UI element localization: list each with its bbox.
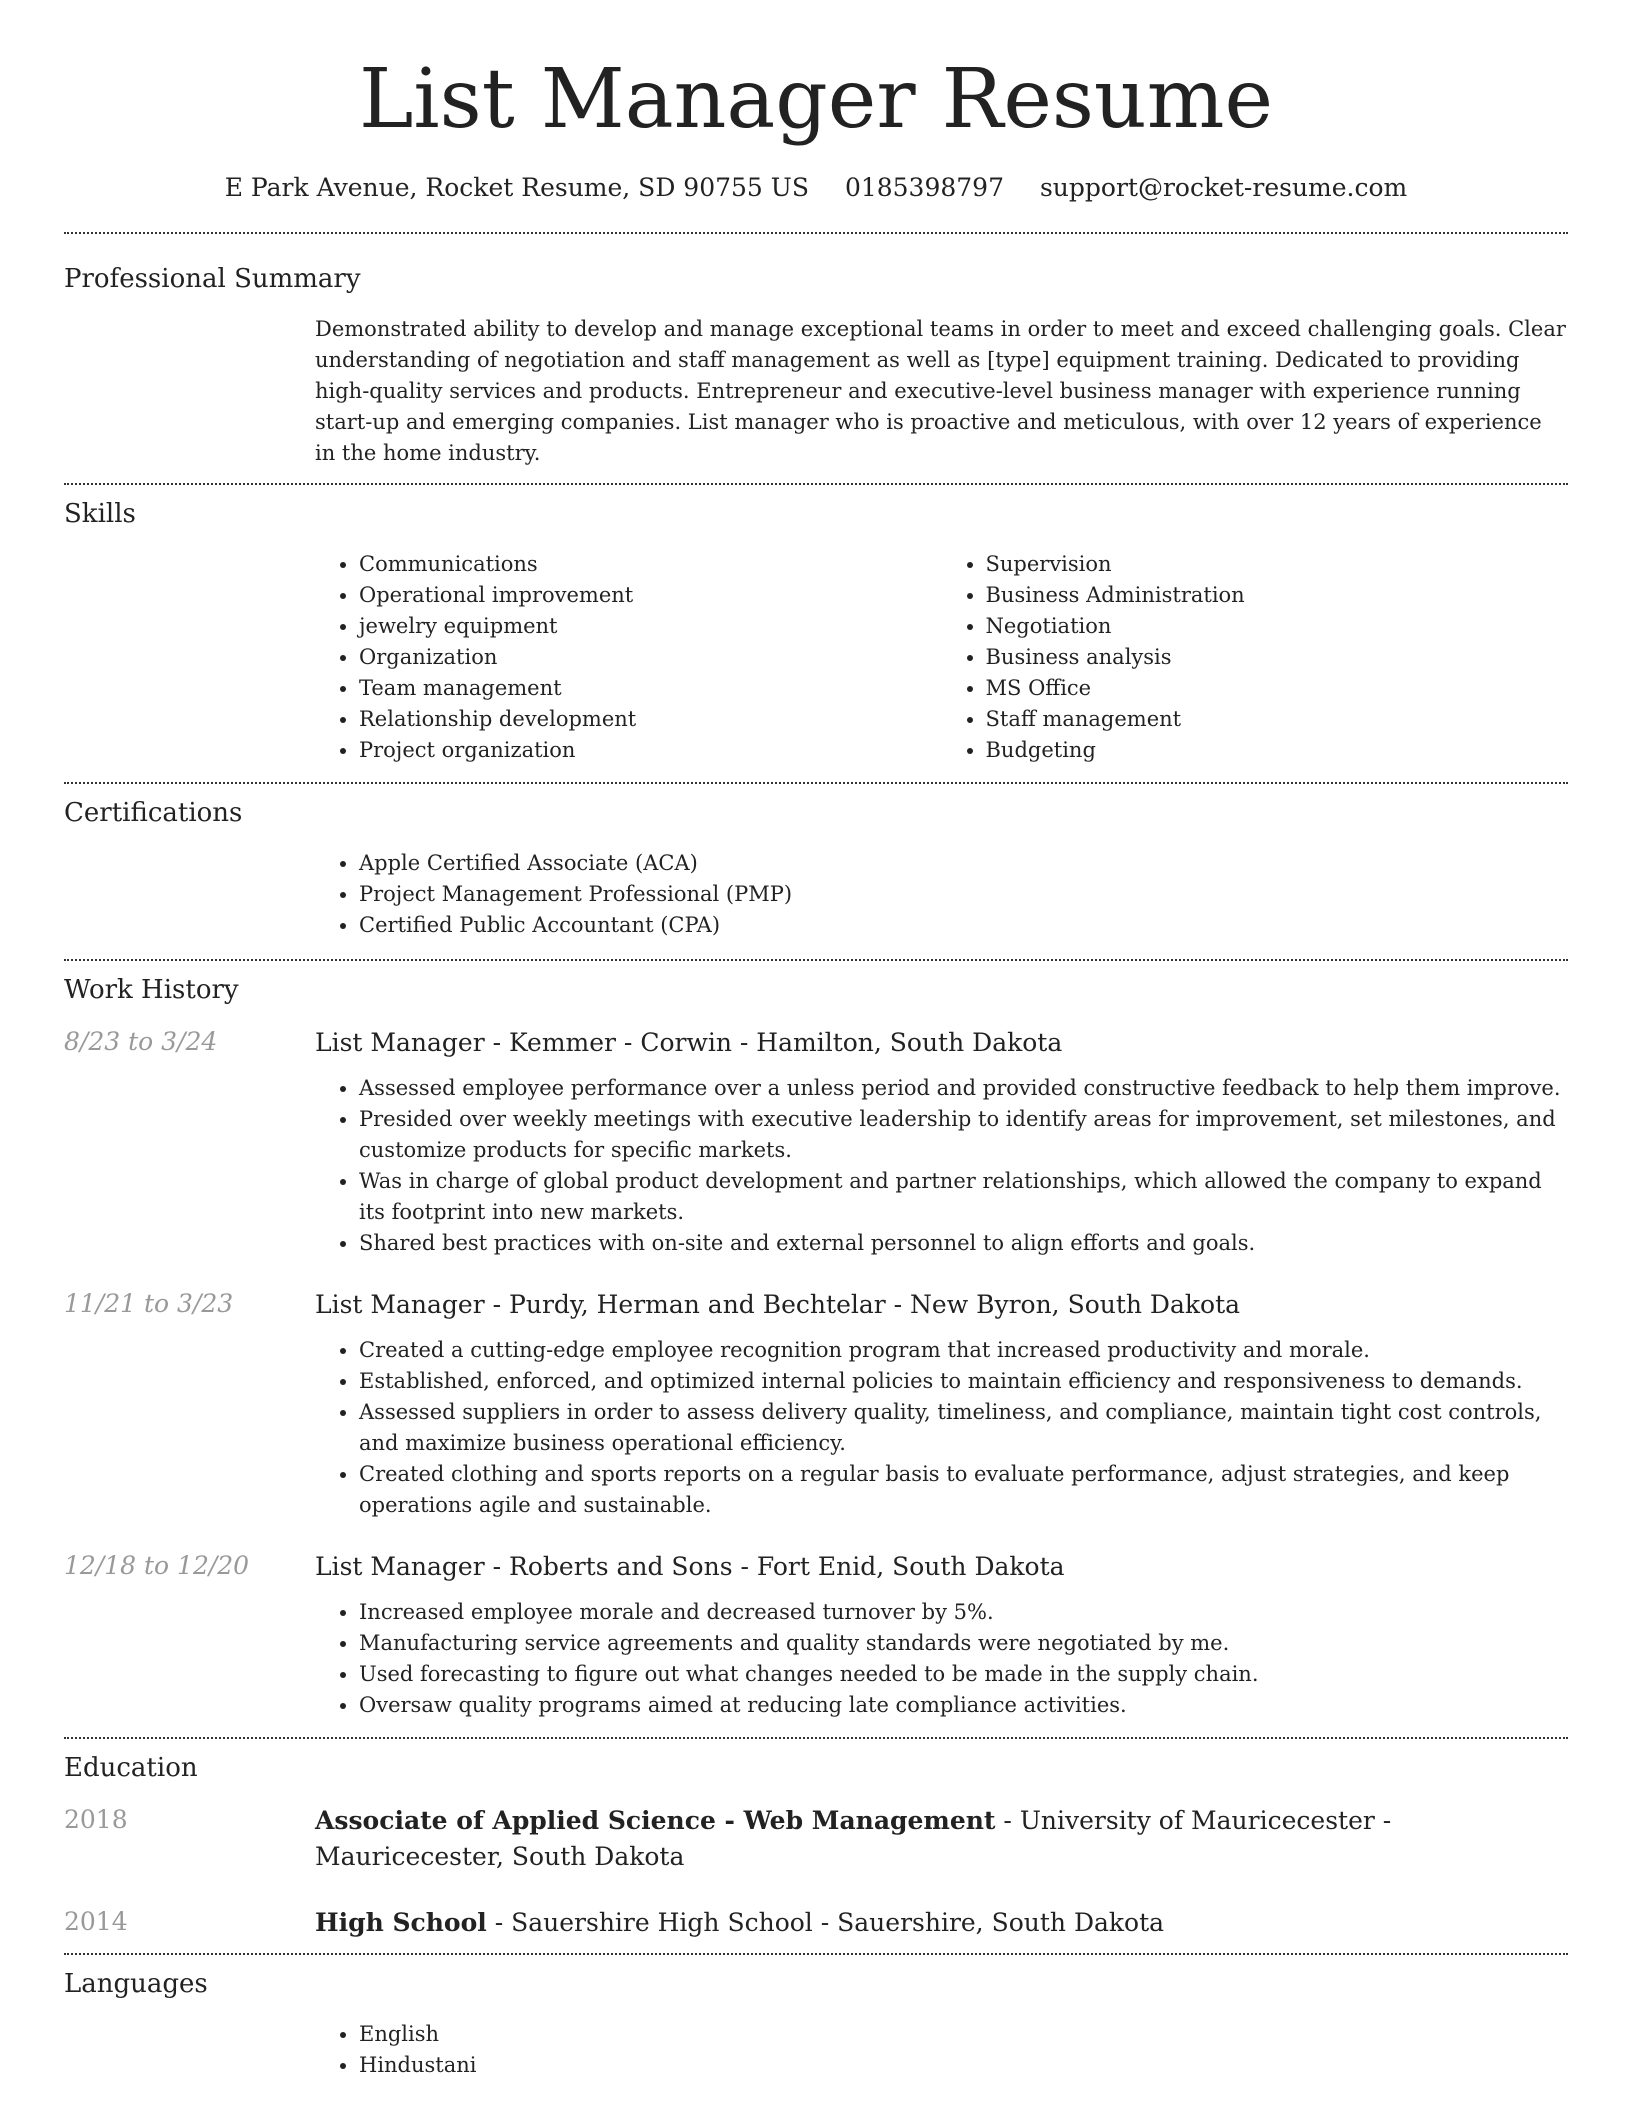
summary-text: Demonstrated ability to develop and manage exceptional teams in order to meet and exceed challenging goals. Clear understanding of negotiation and staff management as well as [type] equipment training. Dedicated to providing high-quality services and products. Entrepreneur and executive-level business manager with experience running start-up and emerging companies. List manager who is proactive and meticulous, with over 12 years of experience in the home industry.	[315, 317, 1566, 466]
certification-item: • Project Management Professional (PMP)	[359, 879, 1568, 910]
job-bullets	[315, 1073, 1568, 1259]
skill-item: • Relationship development	[359, 704, 942, 735]
skill-item: • Project organization	[359, 735, 942, 766]
job-bullets	[315, 1335, 1568, 1521]
education-year: 2018	[64, 1805, 128, 1835]
job-bullet: • Oversaw quality programs aimed at reducing late compliance activities.	[359, 1690, 1568, 1721]
job-bullet: • Created clothing and sports reports on a regular basis to evaluate performance, adjust strategies, and keep operations agile and sustainable.	[359, 1459, 1568, 1521]
skill-item: • jewelry equipment	[359, 611, 942, 642]
section-title: Work History	[64, 975, 239, 1006]
job-entry	[64, 1287, 1568, 1521]
job-heading: List Manager - Kemmer - Corwin - Hamilton, South Dakota	[315, 1028, 1063, 1058]
contact-email: support@rocket-resume.com	[1039, 173, 1408, 203]
job-dates: 12/18 to 12/20	[64, 1551, 250, 1581]
job-bullet: • Assessed suppliers in order to assess delivery quality, timeliness, and compliance, maintain tight cost controls, and maximize business operational efficiency.	[359, 1397, 1568, 1459]
summary-section	[64, 234, 1568, 469]
education-heading	[315, 1905, 1568, 1941]
skill-item: • Staff management	[986, 704, 1569, 735]
job-bullet: • Established, enforced, and optimized internal policies to maintain efficiency and responsiveness to demands.	[359, 1366, 1568, 1397]
job-bullet: • Was in charge of global product development and partner relationships, which allowed the company to expand its footprint into new markets.	[359, 1166, 1568, 1228]
language-item: • English	[359, 2019, 1568, 2050]
skill-item: • Supervision	[986, 549, 1569, 580]
job-heading: List Manager - Purdy, Herman and Bechtelar - New Byron, South Dakota	[315, 1290, 1241, 1320]
job-bullet: • Used forecasting to figure out what changes needed to be made in the supply chain.	[359, 1659, 1568, 1690]
contact-line	[0, 173, 1632, 202]
education-section	[64, 1739, 1568, 1941]
job-bullet: • Shared best practices with on-site and external personnel to align efforts and goals.	[359, 1228, 1568, 1259]
section-title: Languages	[64, 1969, 208, 2000]
job-heading: List Manager - Roberts and Sons - Fort Enid, South Dakota	[315, 1552, 1065, 1582]
work-section	[64, 961, 1568, 1721]
languages-list	[315, 2019, 1568, 2081]
job-entry	[64, 1549, 1568, 1721]
job-bullet: • Increased employee morale and decreased turnover by 5%.	[359, 1597, 1568, 1628]
education-year: 2014	[64, 1907, 128, 1937]
job-entry	[64, 1025, 1568, 1259]
skills-list-left	[315, 549, 942, 766]
job-dates: 11/21 to 3/23	[64, 1289, 234, 1319]
certifications-section	[64, 784, 1568, 941]
skill-item: • Operational improvement	[359, 580, 942, 611]
education-entry	[64, 1905, 1568, 1941]
skill-item: • Business analysis	[986, 642, 1569, 673]
education-degree: High School	[315, 1908, 487, 1938]
skill-item: • Team management	[359, 673, 942, 704]
skills-section	[64, 485, 1568, 766]
job-bullet: • Assessed employee performance over a unless period and provided constructive feedback to help them improve.	[359, 1073, 1568, 1104]
section-title: Professional Summary	[64, 264, 361, 295]
skill-item: • Organization	[359, 642, 942, 673]
job-dates: 8/23 to 3/24	[64, 1027, 218, 1057]
education-school: - Sauershire High School - Sauershire, South Dakota	[486, 1908, 1165, 1938]
certification-item: • Certified Public Accountant (CPA)	[359, 910, 1568, 941]
job-bullet: • Presided over weekly meetings with executive leadership to identify areas for improvement, set milestones, and customize products for specific markets.	[359, 1104, 1568, 1166]
section-title: Skills	[64, 499, 136, 530]
section-title: Education	[64, 1753, 198, 1784]
contact-address: E Park Avenue, Rocket Resume, SD 90755 US	[224, 173, 809, 203]
skill-item: • Communications	[359, 549, 942, 580]
contact-phone: 0185398797	[844, 173, 1004, 203]
skill-item: • Business Administration	[986, 580, 1569, 611]
section-title: Certifications	[64, 798, 243, 829]
certification-item: • Apple Certified Associate (ACA)	[359, 848, 1568, 879]
language-item: • Hindustani	[359, 2050, 1568, 2081]
skill-item: • Negotiation	[986, 611, 1569, 642]
education-school: - University of Mauricecester - Mauricecester, South Dakota	[315, 1806, 1392, 1872]
job-bullet: • Created a cutting-edge employee recognition program that increased productivity and morale.	[359, 1335, 1568, 1366]
certifications-list	[315, 848, 1568, 941]
job-bullets	[315, 1597, 1568, 1721]
education-heading	[315, 1803, 1568, 1875]
skill-item: • MS Office	[986, 673, 1569, 704]
education-degree: Associate of Applied Science - Web Management	[315, 1806, 996, 1836]
skill-item: • Budgeting	[986, 735, 1569, 766]
resume-title: List Manager Resume	[358, 52, 1274, 147]
education-entry	[64, 1803, 1568, 1875]
skills-list-right	[942, 549, 1569, 766]
job-bullet: • Manufacturing service agreements and quality standards were negotiated by me.	[359, 1628, 1568, 1659]
languages-section	[64, 1955, 1568, 2081]
